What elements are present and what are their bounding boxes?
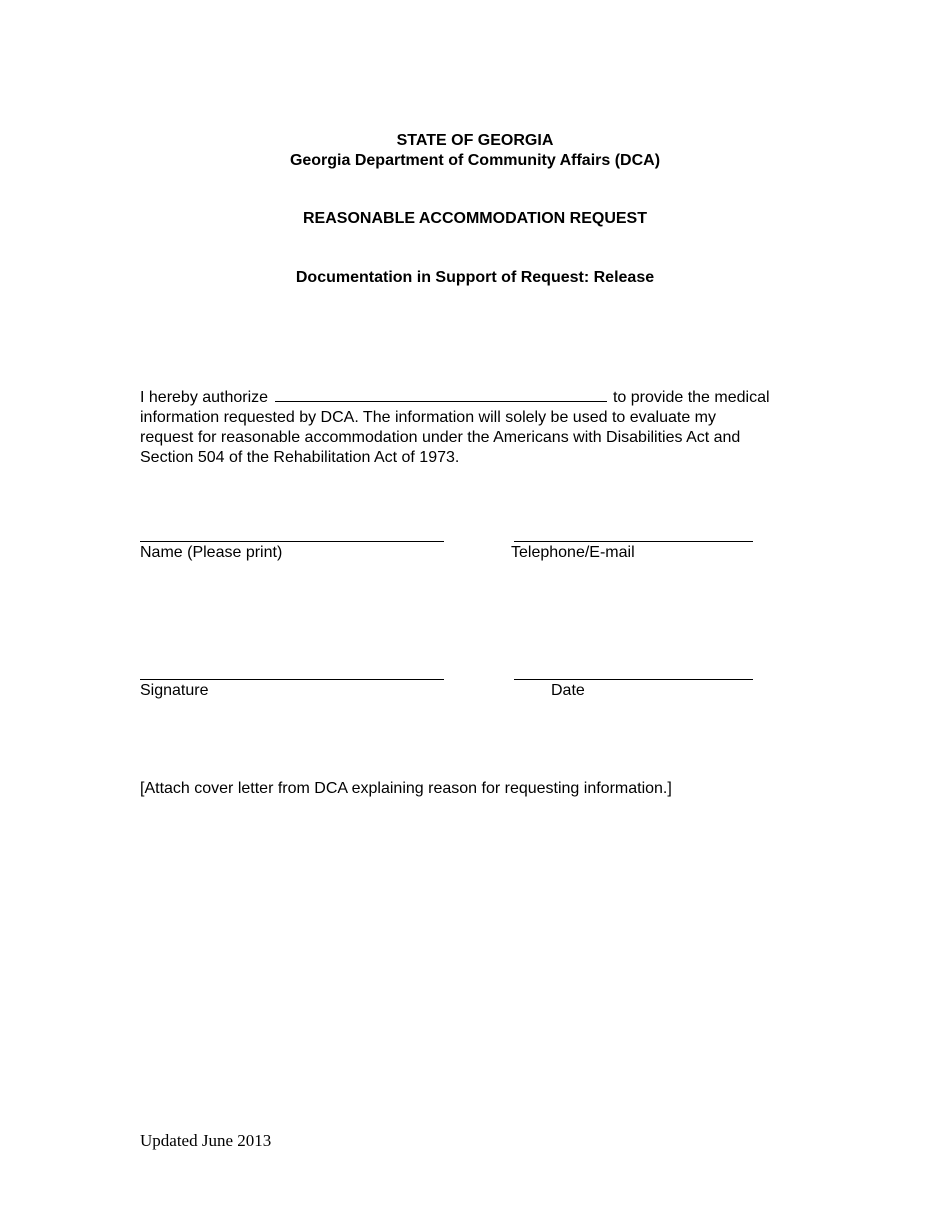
- updated-footer: Updated June 2013: [140, 1131, 272, 1150]
- form-subtitle: Documentation in Support of Request: Release: [295, 269, 655, 286]
- signature-blank-line[interactable]: [140, 679, 444, 680]
- telephone-label: Telephone/E-mail: [511, 544, 635, 561]
- authorized-party-blank[interactable]: [275, 387, 607, 402]
- name-label: Name (Please print): [140, 544, 283, 561]
- department-heading: Georgia Department of Community Affairs (DCA): [289, 152, 661, 169]
- authorization-line-3: request for reasonable accommodation under the Americans with Disabilities Act and: [140, 429, 741, 446]
- signature-label: Signature: [140, 682, 209, 699]
- authorization-line-2: information requested by DCA. The information will solely be used to evaluate my: [140, 409, 716, 426]
- state-heading: STATE OF GEORGIA: [396, 132, 554, 149]
- cover-letter-note: [Attach cover letter from DCA explaining reason for requesting information.]: [140, 780, 672, 797]
- authorization-paragraph: [140, 387, 800, 468]
- name-blank-line[interactable]: [140, 541, 444, 542]
- authorization-line-4: Section 504 of the Rehabilitation Act of 1973.: [140, 449, 460, 466]
- authorization-prefix: I hereby authorize: [140, 389, 269, 406]
- authorization-suffix: to provide the medical: [612, 389, 770, 406]
- authorization-line-1: [140, 387, 800, 408]
- date-label: Date: [551, 682, 585, 699]
- date-blank-line[interactable]: [514, 679, 753, 680]
- form-title: REASONABLE ACCOMMODATION REQUEST: [303, 210, 647, 227]
- telephone-blank-line[interactable]: [514, 541, 753, 542]
